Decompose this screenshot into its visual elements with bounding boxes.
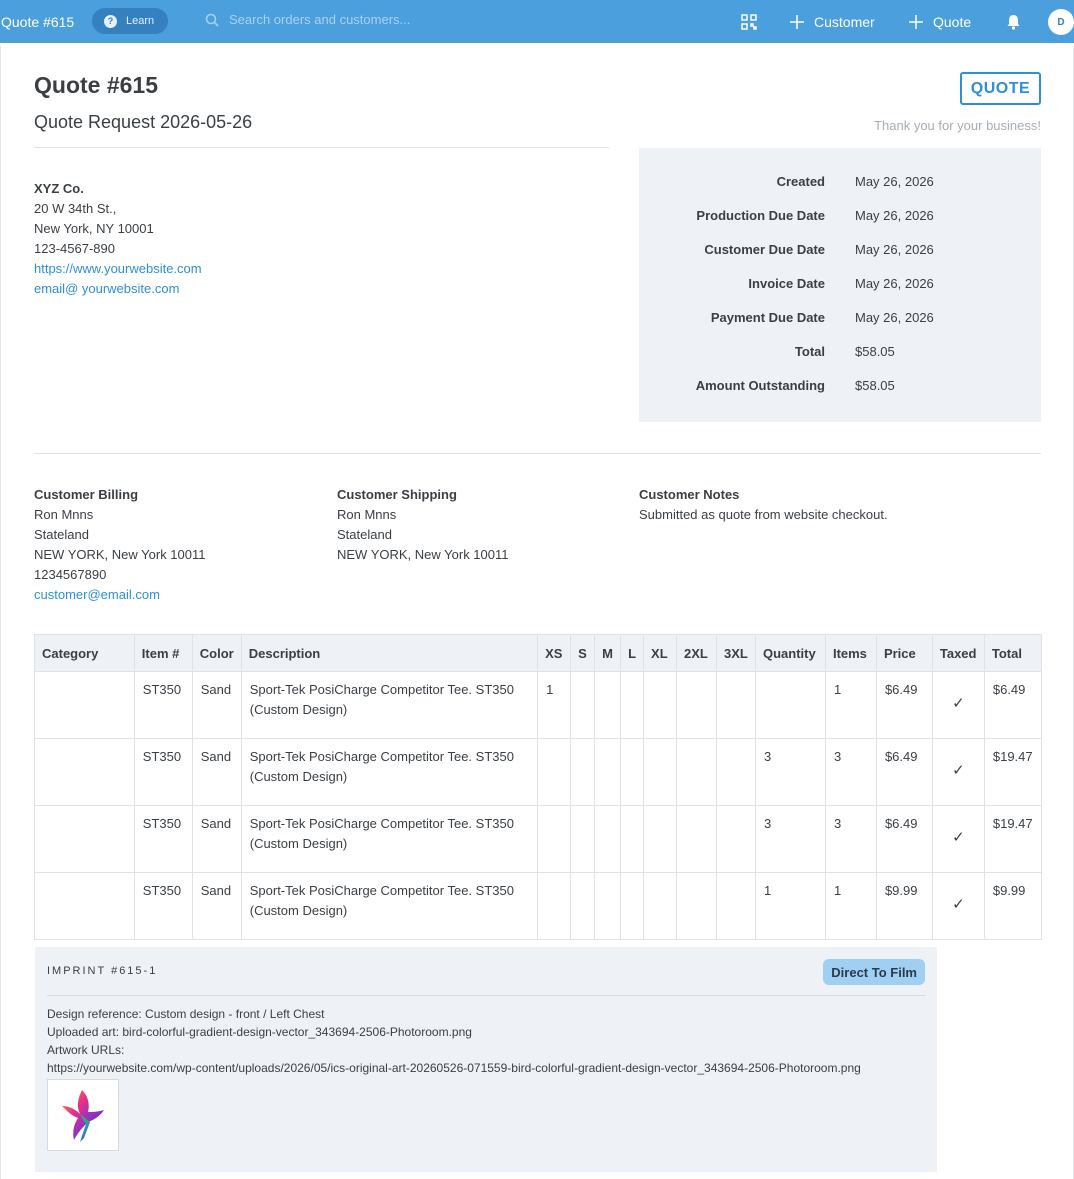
cell-size-xl: [644, 672, 677, 739]
imprint-panel: [35, 947, 937, 1172]
column-header[interactable]: Description: [241, 635, 537, 672]
company-name: XYZ Co.: [34, 181, 84, 196]
column-header[interactable]: Quantity: [755, 635, 825, 672]
top-bar: [0, 0, 1074, 43]
notes-text: Submitted as quote from website checkout.: [639, 507, 888, 522]
plus-icon: [789, 14, 805, 30]
cell-size-l: [621, 672, 644, 739]
description-line: Sport-Tek PosiCharge Competitor Tee. ST350: [249, 749, 514, 764]
cell-total: $9.99: [984, 873, 1041, 940]
company-info: [34, 179, 202, 299]
date-value: May 26, 2026: [855, 276, 934, 291]
cell-item-number: ST350: [134, 806, 192, 873]
description-line: (Custom Design): [249, 702, 348, 717]
date-value: May 26, 2026: [855, 208, 934, 223]
cell-total: $19.47: [984, 806, 1041, 873]
shipping-heading: Customer Shipping: [337, 487, 457, 502]
date-row-customer-due: [639, 242, 1041, 262]
bell-icon: [1006, 14, 1021, 30]
billing-name: Ron Mnns: [34, 507, 94, 522]
column-header[interactable]: S: [571, 635, 595, 672]
cell-quantity: 3: [755, 739, 825, 806]
company-phone: 123-4567-890: [34, 241, 115, 256]
description-line: (Custom Design): [249, 836, 348, 851]
cell-size-xl: [644, 739, 677, 806]
date-row-amount-outstanding: [639, 378, 1041, 398]
date-row-production-due: [639, 208, 1041, 228]
date-row-total: [639, 344, 1041, 364]
column-header[interactable]: Taxed: [932, 635, 984, 672]
shipping-line3: NEW YORK, New York 10011: [337, 547, 509, 562]
cell-size-m: [595, 739, 621, 806]
design-reference: Design reference: Custom design - front / Left Chest: [47, 1007, 325, 1021]
description-line: Sport-Tek PosiCharge Competitor Tee. ST350: [249, 816, 514, 831]
cell-description: [241, 739, 537, 806]
description-line: (Custom Design): [249, 769, 348, 784]
artwork-urls-label: Artwork URLs:: [47, 1043, 125, 1057]
date-value: May 26, 2026: [855, 174, 934, 189]
customer-billing: [34, 485, 206, 605]
date-row-payment-due: [639, 310, 1041, 330]
cell-quantity: 1: [755, 873, 825, 940]
company-email-link[interactable]: email@ yourwebsite.com: [34, 281, 180, 296]
description-line: Sport-Tek PosiCharge Competitor Tee. ST350: [249, 682, 514, 697]
search-bar[interactable]: [205, 12, 410, 27]
date-label: Invoice Date: [748, 276, 825, 291]
customer-notes: [639, 485, 888, 525]
cell-items: 1: [825, 672, 876, 739]
table-row: [35, 806, 1042, 873]
cell-items: 3: [825, 806, 876, 873]
cell-size-2xl: [677, 672, 717, 739]
company-street: 20 W 34th St.,: [34, 201, 117, 216]
document-title: Quote #615: [34, 72, 158, 98]
column-header[interactable]: Category: [35, 635, 135, 672]
column-header[interactable]: 2XL: [677, 635, 717, 672]
cell-price: $6.49: [876, 672, 932, 739]
date-row-invoice: [639, 276, 1041, 296]
column-header[interactable]: Item #: [134, 635, 192, 672]
cell-size-3xl: [717, 873, 756, 940]
cell-size-m: [595, 672, 621, 739]
line-items-table: [34, 634, 1042, 940]
column-header[interactable]: Items: [825, 635, 876, 672]
add-customer-button[interactable]: [789, 0, 875, 43]
cell-price: $6.49: [876, 806, 932, 873]
cell-size-s: [571, 806, 595, 873]
cell-total: $6.49: [984, 672, 1041, 739]
shipping-name: Ron Mnns: [337, 507, 397, 522]
date-value: $58.05: [855, 378, 895, 393]
description-line: Sport-Tek PosiCharge Competitor Tee. ST350: [249, 883, 514, 898]
add-customer-label: Customer: [814, 13, 875, 30]
artwork-thumbnail[interactable]: [47, 1079, 119, 1151]
cell-size-s: [571, 873, 595, 940]
cell-size-xs: [538, 739, 571, 806]
thank-you-note: Thank you for your business!: [874, 118, 1041, 133]
cell-size-2xl: [677, 739, 717, 806]
cell-color: Sand: [192, 806, 241, 873]
billing-heading: Customer Billing: [34, 487, 139, 502]
divider: [34, 453, 1041, 454]
cell-items: 3: [825, 739, 876, 806]
date-label: Total: [794, 344, 825, 359]
cell-quantity: 3: [755, 806, 825, 873]
divider: [47, 995, 925, 996]
document-type-badge: QUOTE: [960, 72, 1041, 105]
cell-size-3xl: [717, 672, 756, 739]
cell-size-2xl: [677, 873, 717, 940]
column-header[interactable]: L: [621, 635, 644, 672]
cell-size-xl: [644, 873, 677, 940]
cell-item-number: ST350: [134, 672, 192, 739]
cell-size-xl: [644, 806, 677, 873]
cell-size-2xl: [677, 806, 717, 873]
column-header[interactable]: XL: [644, 635, 677, 672]
cell-category: [35, 739, 135, 806]
cell-size-3xl: [717, 739, 756, 806]
cell-category: [35, 806, 135, 873]
column-header[interactable]: Price: [876, 635, 932, 672]
date-label: Amount Outstanding: [695, 378, 825, 393]
cell-price: $6.49: [876, 739, 932, 806]
cell-total: $19.47: [984, 739, 1041, 806]
artwork-url[interactable]: https://yourwebsite.com/wp-content/uploads/2026/05/ics-original-art-20260526-071559-bird-colorful-gradient-design-vector_343694-2506-Photoroom.png: [47, 1061, 861, 1075]
date-value: $58.05: [855, 344, 895, 359]
cell-item-number: ST350: [134, 873, 192, 940]
column-header[interactable]: XS: [538, 635, 571, 672]
cell-price: $9.99: [876, 873, 932, 940]
column-header[interactable]: Total: [984, 635, 1041, 672]
cell-size-xs: [538, 806, 571, 873]
cell-size-l: [621, 806, 644, 873]
add-quote-button[interactable]: [908, 0, 971, 43]
cell-size-xs: [538, 873, 571, 940]
cell-color: Sand: [192, 672, 241, 739]
date-label: Production Due Date: [696, 208, 825, 223]
cell-color: Sand: [192, 873, 241, 940]
notes-heading: Customer Notes: [639, 487, 740, 502]
date-label: Payment Due Date: [710, 310, 825, 325]
cell-size-xs: 1: [538, 672, 571, 739]
customer-shipping: [337, 485, 509, 565]
date-label: Created: [776, 174, 825, 189]
cell-item-number: ST350: [134, 739, 192, 806]
date-value: May 26, 2026: [855, 242, 934, 257]
document-subtitle: Quote Request 2026-05-26: [34, 112, 253, 132]
company-website-link[interactable]: https://www.yourwebsite.com: [34, 261, 202, 276]
divider: [34, 147, 609, 148]
shipping-line2: Stateland: [337, 527, 392, 542]
date-value: May 26, 2026: [855, 310, 934, 325]
company-city: New York, NY 10001: [34, 221, 154, 236]
billing-line2: Stateland: [34, 527, 89, 542]
cell-description: [241, 672, 537, 739]
plus-icon: [908, 14, 924, 30]
checkmark-icon: ✓: [932, 672, 984, 739]
date-label: Customer Due Date: [704, 242, 825, 257]
hummingbird-icon: [58, 1086, 108, 1144]
notifications-button[interactable]: [1006, 0, 1021, 43]
date-row-created: [639, 174, 1041, 194]
cell-category: [35, 873, 135, 940]
imprint-method-badge: Direct To Film: [823, 959, 925, 985]
dates-panel: [639, 148, 1041, 422]
cell-description: [241, 873, 537, 940]
avatar[interactable]: D: [1048, 9, 1074, 35]
table-header-row: [35, 635, 1042, 672]
table-row: [35, 672, 1042, 739]
table-row: [35, 873, 1042, 940]
cell-quantity: [755, 672, 825, 739]
search-icon: [205, 13, 219, 27]
cell-size-m: [595, 806, 621, 873]
column-header[interactable]: M: [595, 635, 621, 672]
cell-color: Sand: [192, 739, 241, 806]
billing-phone: 1234567890: [34, 567, 107, 582]
qr-code-icon: [741, 14, 757, 30]
cell-size-3xl: [717, 806, 756, 873]
billing-line3: NEW YORK, New York 10011: [34, 547, 206, 562]
learn-button[interactable]: [92, 8, 168, 34]
billing-email-link[interactable]: customer@email.com: [34, 587, 160, 602]
cell-description: [241, 806, 537, 873]
cell-size-s: [571, 739, 595, 806]
uploaded-art: Uploaded art: bird-colorful-gradient-design-vector_343694-2506-Photoroom.png: [47, 1025, 472, 1039]
cell-items: 1: [825, 873, 876, 940]
qr-code-button[interactable]: [741, 0, 757, 43]
cell-size-l: [621, 739, 644, 806]
checkmark-icon: ✓: [932, 739, 984, 806]
description-line: (Custom Design): [249, 903, 348, 918]
imprint-heading: IMPRINT #615-1: [47, 965, 158, 977]
checkmark-icon: ✓: [932, 806, 984, 873]
column-header[interactable]: 3XL: [717, 635, 756, 672]
search-input[interactable]: Search orders and customers...: [229, 12, 411, 27]
cell-size-s: [571, 672, 595, 739]
cell-category: [35, 672, 135, 739]
help-icon: ?: [104, 15, 117, 28]
table-row: [35, 739, 1042, 806]
page-title: Quote #615: [1, 13, 75, 30]
cell-size-m: [595, 873, 621, 940]
add-quote-label: Quote: [933, 13, 972, 30]
column-header[interactable]: Color: [192, 635, 241, 672]
imprint-details: [47, 1005, 861, 1077]
cell-size-l: [621, 873, 644, 940]
checkmark-icon: ✓: [932, 873, 984, 940]
learn-label: Learn: [126, 15, 155, 27]
